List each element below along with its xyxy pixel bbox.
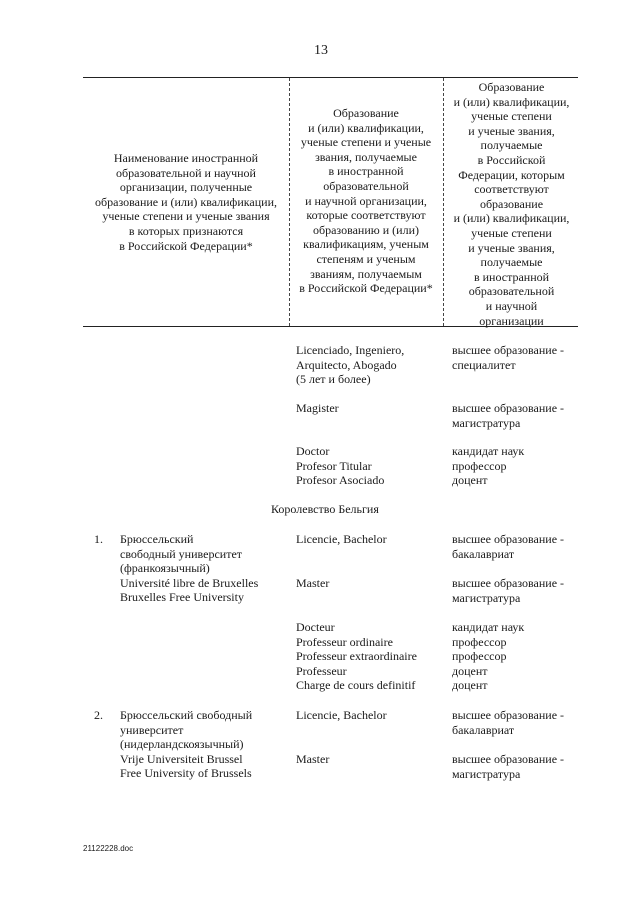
russian-degree-list: кандидат наук профессор доцент — [452, 444, 525, 488]
foreign-degree-list: Doctor Profesor Titular Profesor Asociado — [296, 444, 385, 488]
russian-degree-list: кандидат наук профессор профессор доцент доцент — [452, 620, 525, 693]
foreign-qualification: Master — [296, 576, 330, 590]
header-top-rule — [83, 77, 578, 78]
foreign-qualification: Licencie, Bachelor — [296, 532, 387, 546]
entry-number: 2. — [94, 708, 103, 722]
header-divider-1 — [289, 78, 290, 326]
foreign-degree-list: Docteur Professeur ordinaire Professeur extraordinaire Professeur Charge de cours definitif — [296, 620, 417, 693]
entry-number: 1. — [94, 532, 103, 546]
foreign-qualification: Magister — [296, 401, 339, 415]
header-divider-2 — [443, 78, 444, 326]
foreign-qualification: Master — [296, 752, 330, 766]
russian-qualification: высшее образование - магистратура — [452, 401, 565, 430]
header-col-foreign-qualification: Образование и (или) квалификации, ученые степени и ученые звания, получаемые в иностранной образовательной и научной организации, которые соответствуют образованию и (или) квалификациям, ученым степеням и ученым званиям, получаемым в Российской Федерации* — [299, 106, 433, 296]
organization-name: Брюссельский свободный университет (нидерландскоязычный) Vrije Universiteit Brussel Free University of Brussels — [120, 708, 253, 781]
document-filename: 21122228.doc — [83, 844, 134, 853]
russian-qualification: высшее образование - магистратура — [452, 576, 565, 605]
russian-qualification: высшее образование - бакалавриат — [452, 708, 565, 737]
header-col-organization: Наименование иностранной образовательной и научной организации, полученные образование и (или) квалификации, ученые степени и ученые звания в которых признаются в Российской Федерации* — [95, 151, 277, 253]
page-number: 13 — [314, 43, 328, 58]
header-col-russian-qualification: Образование и (или) квалификации, ученые степени и ученые звания, получаемые в Российской Федерации, которым соответствуют образование и (или) квалификации, ученые степени и ученые звания, получаемые в иностранной образовательной и научной организации — [453, 80, 570, 328]
foreign-qualification: Licenciado, Ingeniero, Arquitecto, Abogado (5 лет и более) — [296, 343, 405, 387]
organization-name: Брюссельский свободный университет (франкоязычный) Université libre de Bruxelles Bruxelles Free University — [120, 532, 259, 605]
russian-qualification: высшее образование - бакалавриат — [452, 532, 565, 561]
russian-qualification: высшее образование - магистратура — [452, 752, 565, 781]
foreign-qualification: Licencie, Bachelor — [296, 708, 387, 722]
russian-qualification: высшее образование - специалитет — [452, 343, 565, 372]
country-section-title: Королевство Бельгия — [271, 502, 379, 516]
